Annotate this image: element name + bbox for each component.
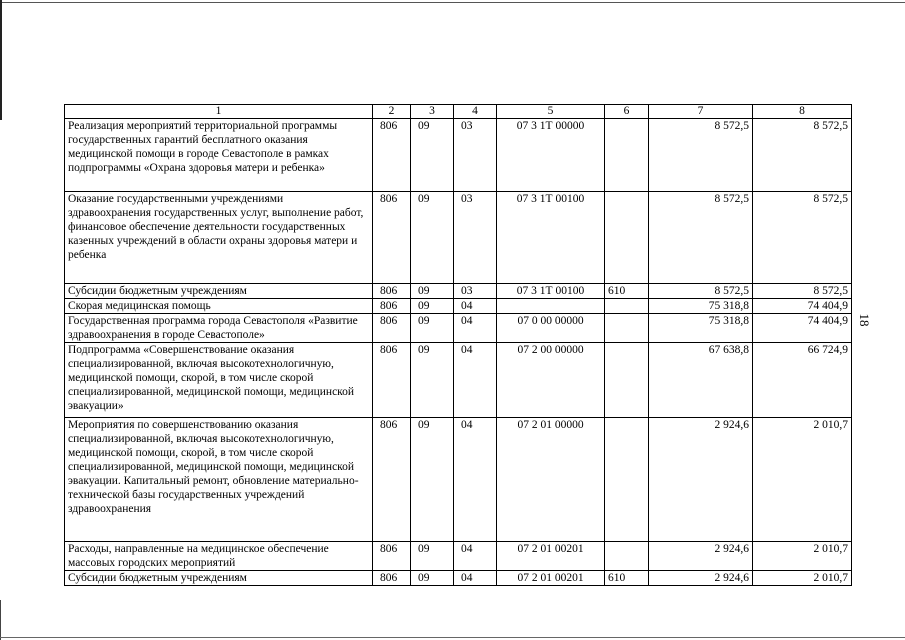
table-row	[65, 284, 852, 299]
row-name: Государственная программа города Севастополя «Развитие здравоохранения в городе Севастополе»	[65, 314, 373, 343]
row-subsection-code: 03	[454, 192, 497, 284]
scan-edge-top	[0, 2, 905, 3]
row-name: Мероприятия по совершенствованию оказания специализированной, включая высокотехнологичную, медицинской помощи, скорой, в том числе скорой специализированной, медицинской помощи, медицинской эвакуации. Капитальный ремонт, обновление материально-технической базы государственных учреждений здравоохранения	[65, 418, 373, 542]
row-name: Скорая медицинская помощь	[65, 299, 373, 314]
row-amount-1: 2 924,6	[649, 571, 753, 586]
row-section-code: 09	[411, 192, 454, 284]
row-subsection-code: 04	[454, 343, 497, 418]
row-subsection-code: 04	[454, 571, 497, 586]
scan-edge-bottom	[0, 637, 905, 638]
row-amount-1: 8 572,5	[649, 192, 753, 284]
header-row	[65, 105, 852, 119]
row-ministry-code: 806	[373, 343, 411, 418]
row-subsection-code: 04	[454, 314, 497, 343]
row-amount-1: 8 572,5	[649, 284, 753, 299]
row-section-code: 09	[411, 542, 454, 571]
row-expense-type: 610	[605, 284, 649, 299]
row-ministry-code: 806	[373, 299, 411, 314]
row-amount-2: 74 404,9	[753, 299, 852, 314]
table-row	[65, 314, 852, 343]
row-ministry-code: 806	[373, 119, 411, 192]
row-target-article: 07 2 01 00000	[497, 418, 605, 542]
row-name: Расходы, направленные на медицинское обеспечение массовых городских мероприятий	[65, 542, 373, 571]
row-target-article: 07 0 00 00000	[497, 314, 605, 343]
table-row	[65, 119, 852, 192]
row-amount-1: 75 318,8	[649, 299, 753, 314]
row-section-code: 09	[411, 343, 454, 418]
row-target-article: 07 3 1Т 00100	[497, 284, 605, 299]
header-cell: 2	[373, 105, 411, 119]
row-section-code: 09	[411, 119, 454, 192]
header-cell: 5	[497, 105, 605, 119]
header-cell: 1	[65, 105, 373, 119]
header-cell: 8	[753, 105, 852, 119]
row-expense-type	[605, 314, 649, 343]
row-expense-type	[605, 343, 649, 418]
row-ministry-code: 806	[373, 542, 411, 571]
row-amount-2: 2 010,7	[753, 542, 852, 571]
table-row	[65, 571, 852, 586]
table-row	[65, 299, 852, 314]
scan-edge-left	[0, 0, 2, 120]
row-name: Субсидии бюджетным учреждениям	[65, 571, 373, 586]
header-cell: 4	[454, 105, 497, 119]
row-amount-2: 66 724,9	[753, 343, 852, 418]
header-cell: 7	[649, 105, 753, 119]
row-target-article: 07 2 01 00201	[497, 542, 605, 571]
row-section-code: 09	[411, 418, 454, 542]
table-row	[65, 418, 852, 542]
row-amount-2: 2 010,7	[753, 571, 852, 586]
row-section-code: 09	[411, 314, 454, 343]
table-row	[65, 542, 852, 571]
row-expense-type: 610	[605, 571, 649, 586]
row-expense-type	[605, 119, 649, 192]
row-target-article: 07 2 00 00000	[497, 343, 605, 418]
row-expense-type	[605, 192, 649, 284]
row-section-code: 09	[411, 284, 454, 299]
row-name: Реализация мероприятий территориальной программы государственных гарантий бесплатного оказания медицинской помощи в городе Севастополе в рамках подпрограммы «Охрана здоровья матери и ребенка»	[65, 119, 373, 192]
row-amount-1: 67 638,8	[649, 343, 753, 418]
row-target-article	[497, 299, 605, 314]
row-subsection-code: 03	[454, 284, 497, 299]
table-row	[65, 192, 852, 284]
row-amount-1: 2 924,6	[649, 542, 753, 571]
row-amount-2: 74 404,9	[753, 314, 852, 343]
row-name: Оказание государственными учреждениями здравоохранения государственных услуг, выполнение работ, финансовое обеспечение деятельности государственных казенных учреждений в области охраны здоровья матери и ребенка	[65, 192, 373, 284]
row-amount-2: 8 572,5	[753, 284, 852, 299]
row-ministry-code: 806	[373, 571, 411, 586]
row-amount-2: 2 010,7	[753, 418, 852, 542]
row-ministry-code: 806	[373, 284, 411, 299]
row-name: Подпрограмма «Совершенствование оказания специализированной, включая высокотехнологичную, медицинской помощи, скорой, в том числе скорой специализированной, медицинской помощи, медицинской эвакуации»	[65, 343, 373, 418]
row-amount-1: 2 924,6	[649, 418, 753, 542]
table-row	[65, 343, 852, 418]
row-section-code: 09	[411, 571, 454, 586]
header-cell: 6	[605, 105, 649, 119]
row-amount-1: 8 572,5	[649, 119, 753, 192]
header-cell: 3	[411, 105, 454, 119]
page-number: 18	[857, 313, 872, 327]
row-target-article: 07 2 01 00201	[497, 571, 605, 586]
row-subsection-code: 04	[454, 299, 497, 314]
row-subsection-code: 03	[454, 119, 497, 192]
row-expense-type	[605, 418, 649, 542]
row-amount-1: 75 318,8	[649, 314, 753, 343]
row-ministry-code: 806	[373, 314, 411, 343]
row-name: Субсидии бюджетным учреждениям	[65, 284, 373, 299]
row-section-code: 09	[411, 299, 454, 314]
budget-table	[64, 104, 852, 586]
row-ministry-code: 806	[373, 418, 411, 542]
row-target-article: 07 3 1Т 00100	[497, 192, 605, 284]
row-subsection-code: 04	[454, 542, 497, 571]
row-ministry-code: 806	[373, 192, 411, 284]
row-amount-2: 8 572,5	[753, 192, 852, 284]
row-target-article: 07 3 1Т 00000	[497, 119, 605, 192]
row-subsection-code: 04	[454, 418, 497, 542]
scan-edge-left-lower	[0, 600, 1, 640]
row-expense-type	[605, 299, 649, 314]
row-expense-type	[605, 542, 649, 571]
row-amount-2: 8 572,5	[753, 119, 852, 192]
